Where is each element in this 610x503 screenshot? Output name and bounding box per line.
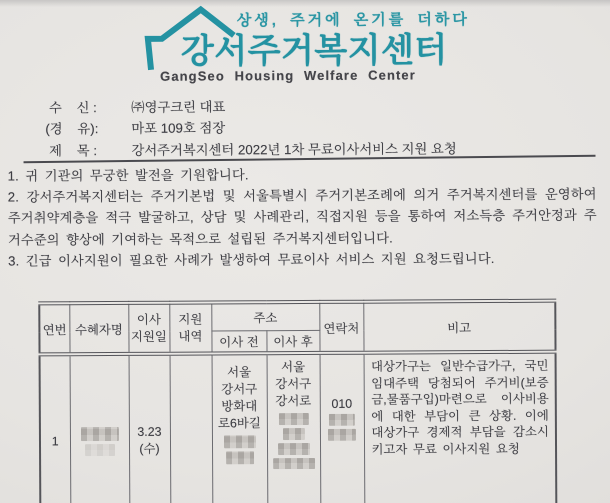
redacted-address-after-4 [273, 458, 315, 469]
body-paragraph-3: 3. 긴급 이사지원이 필요한 사례가 발생하여 무료이사 서비스 지원 요청드립니다. [8, 250, 495, 269]
cell-support [170, 353, 213, 503]
redacted-address-after-3 [278, 443, 310, 455]
via-line [0, 116, 599, 141]
body-paragraph-1: 1. 귀 기관의 무궁한 발전을 기원합니다. [7, 167, 249, 184]
cell-no: 1 [40, 354, 71, 503]
letter-body [8, 162, 598, 271]
redacted-address-before-1 [223, 435, 255, 448]
col-header-no: 연번 [39, 303, 69, 354]
recipient-label: 수 신 : [45, 100, 101, 116]
redacted-address-after-1 [278, 413, 308, 425]
via-label: (경 유): [45, 121, 103, 137]
col-header-note: 비고 [363, 301, 555, 353]
cell-beneficiary [70, 354, 130, 503]
via-value: 마포 109호 점장 [131, 120, 226, 137]
redacted-phone-1 [329, 414, 355, 426]
recipient-value: ㈜영구크린 대표 [131, 99, 226, 115]
redacted-phone-2 [328, 429, 356, 441]
col-header-move-date: 이사 지원일 [128, 303, 169, 354]
logo-subtitle-en: GangSeo Housing Welfare Center [160, 67, 416, 84]
col-header-phone: 연락처 [319, 302, 363, 353]
col-header-address-before: 이사 전 [211, 331, 266, 354]
subject-value: 강서주거복지센터 2022년 1차 무료이사서비스 지원 요청 [131, 141, 457, 158]
table-row [40, 352, 557, 503]
phone-prefix: 010 [331, 396, 353, 411]
redacted-beneficiary-name-2 [85, 444, 115, 456]
body-paragraph-2: 2. 강서주거복지센터는 주거기본법 및 서울특별시 주거기본조례에 의거 주거복지센터를 운영하여 주거취약계층을 적극 발굴하고, 상담 및 사례관리, 직접지원 등을 통하여 저소득층 주거안정과 주거수준의 향상에 기여하는 목적으로 설립된 주거복지센터입니다. [7, 186, 597, 248]
cell-note: 대상가구는 일반수급가구, 국민임대주택 당첨되어 주거비(보증금,물품구입)마련으로 이사비용에 대한 부담이 큰 상황. 이에 대상가구 경제적 부담을 감소시키고자 무료 이사지원 요청 [364, 352, 557, 503]
address-after-text: 서울 강서구 강서로 [275, 360, 312, 409]
cell-address-before [212, 353, 268, 503]
redacted-beneficiary-name [80, 426, 118, 440]
redacted-address-before-2 [226, 451, 254, 464]
logo-title: 강서주거복지센터 [180, 31, 448, 71]
recipient-line [0, 94, 599, 119]
col-header-address-after: 이사 후 [266, 330, 319, 353]
col-header-beneficiary: 수혜자명 [69, 303, 128, 354]
subject-label: 제 목 : [45, 142, 101, 159]
redacted-address-after-2 [282, 428, 304, 440]
cell-phone [320, 353, 365, 503]
col-header-support: 지원 내역 [169, 302, 211, 353]
col-header-address: 주소 [211, 302, 319, 331]
address-before-text: 서울 강서구 방화대 로6바길 [217, 365, 261, 431]
logo-tagline: 상생, 주거에 온기를 더하다 [236, 11, 470, 30]
cell-move-date: 3.23 (수) [129, 354, 171, 503]
letter-fields [0, 94, 600, 161]
support-request-table [38, 299, 557, 503]
cell-address-after [267, 353, 321, 503]
